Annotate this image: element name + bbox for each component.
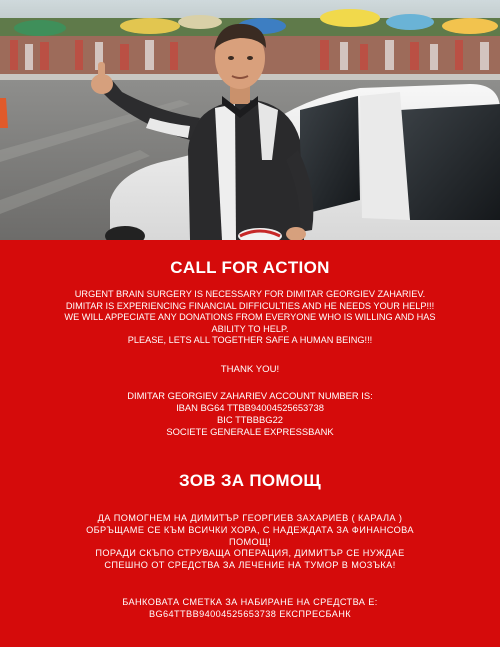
bic-line: BIC TTBBBG22 [217, 414, 283, 425]
bg-bank-line: BG64TTBB94004525653738 ЕКСПРЕСБАНК [148, 609, 352, 619]
bg-bank-details [30, 596, 470, 620]
bg-bank-line: БАНКОВАТА СМЕТКА ЗА НАБИРАНЕ НА СРЕДСТВА Е: [122, 597, 378, 607]
header-photo [0, 0, 500, 240]
urgent-line: ABILITY TO HELP. [211, 323, 289, 334]
content-area [0, 240, 500, 647]
urgent-line: URGENT BRAIN SURGERY IS NECESSARY FOR DIMITAR GEORGIEV ZAHARIEV. [74, 289, 426, 299]
account-details [30, 390, 470, 438]
iban-line: IBAN BG64 TTBB94004525653738 [176, 402, 324, 413]
bg-line: ПОРАДИ СКЪПО СТРУВАЩА ОПЕРАЦИЯ, ДИМИТЪР СЕ НУЖДАЕ [95, 548, 405, 559]
account-line: DIMITAR GEORGIEV ZAHARIEV ACCOUNT NUMBER IS: [127, 390, 373, 401]
urgent-message [30, 289, 470, 347]
bg-line: ДА ПОМОГНЕМ НА ДИМИТЪР ГЕОРГИЕВ ЗАХАРИЕВ ( КАРАЛА ) [97, 513, 403, 523]
bg-message [30, 513, 470, 572]
bg-line: ОБРЪЩАМЕ СЕ КЪМ ВСИЧКИ ХОРА, С НАДЕЖДАТА ЗА ФИНАНСОВА [86, 524, 414, 535]
thank-you-text: THANK YOU! [220, 364, 280, 375]
urgent-line: WE WILL APPECIATE ANY DONATIONS FROM EVERYONE WHO IS WILLING AND HAS [64, 312, 436, 323]
bank-name-line: SOCIETE GENERALE EXPRESSBANK [166, 426, 334, 437]
bg-line: ПОМОЩ! [228, 536, 272, 547]
urgent-line: PLEASE, LETS ALL TOGETHER SAFE A HUMAN BEING!!! [127, 335, 373, 346]
heading-call-for-action: CALL FOR ACTION [170, 258, 330, 277]
urgent-line: DIMITAR IS EXPERIENCING FINANCIAL DIFFICULTIES AND HE NEEDS YOUR HELP!!! [65, 300, 435, 311]
bg-line: СПЕШНО ОТ СРЕДСТВА ЗА ЛЕЧЕНИЕ НА ТУМОР В МОЗЪКА! [104, 560, 396, 571]
heading-zov-za-pomosht: ЗОВ ЗА ПОМОЩ [178, 471, 322, 490]
